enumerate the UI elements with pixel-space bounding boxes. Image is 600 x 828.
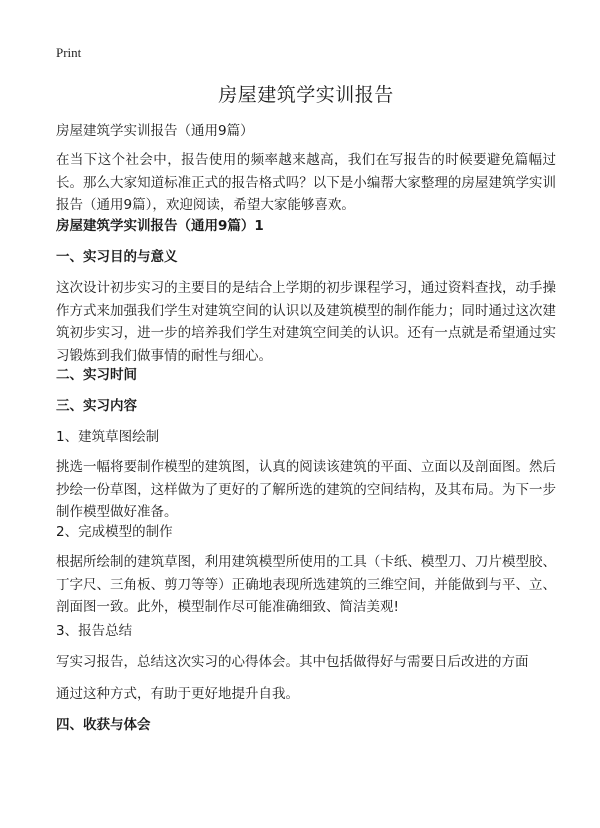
section2-heading: 二、实习时间 [56,367,137,383]
section4-heading: 四、收获与体会 [56,717,151,733]
item3-heading: 3、报告总结 [56,623,133,639]
item1-paragraph: 挑选一幅将要制作模型的建筑图，认真的阅读该建筑的平面、立面以及剖面图。然后抄绘一份草图，这样做为了更好的了解所选的建筑的空间结构，及其布局。为下一步制作模型做好准备。 [56,459,556,520]
section1-paragraph: 这次设计初步实习的主要目的是结合上学期的初步课程学习，通过资料查找，动手操作方式来加强我们学生对建筑空间的认识以及建筑模型的制作能力；同时通过这次建筑初步实习，进一步的培养我们学生对建筑空间美的认识。还有一点就是希望通过实习锻炼到我们做事情的耐性与细心。 [56,280,556,364]
document-subtitle: 房屋建筑学实训报告（通用9篇） [56,123,254,139]
print-link[interactable]: Print [56,45,82,60]
article-heading: 房屋建筑学实训报告（通用9篇）1 [56,218,264,234]
item2-heading: 2、完成模型的制作 [56,524,173,540]
item1-heading: 1、建筑草图绘制 [56,429,160,445]
item2-paragraph: 根据所绘制的建筑草图，利用建筑模型所使用的工具（卡纸、模型刀、刀片模型胶、丁字尺、三角板、剪刀等等）正确地表现所选建筑的三维空间，并能做到与平、立、剖面图一致。此外，模型制作尽可能准确细致、简洁美观! [56,554,556,615]
item3-paragraph-2: 通过这种方式，有助于更好地提升自我。 [56,686,299,702]
item3-paragraph-1: 写实习报告，总结这次实习的心得体会。其中包括做得好与需要日后改进的方面 [56,654,529,670]
page-title: 房屋建筑学实训报告 [218,84,394,106]
section3-heading: 三、实习内容 [56,398,137,414]
section1-heading: 一、实习目的与意义 [56,249,178,265]
intro-paragraph: 在当下这个社会中，报告使用的频率越来越高，我们在写报告的时候要避免篇幅过长。那么大家知道标准正式的报告格式吗？以下是小编帮大家整理的房屋建筑学实训报告（通用9篇），欢迎阅读，希望大家能够喜欢。 [56,152,556,213]
